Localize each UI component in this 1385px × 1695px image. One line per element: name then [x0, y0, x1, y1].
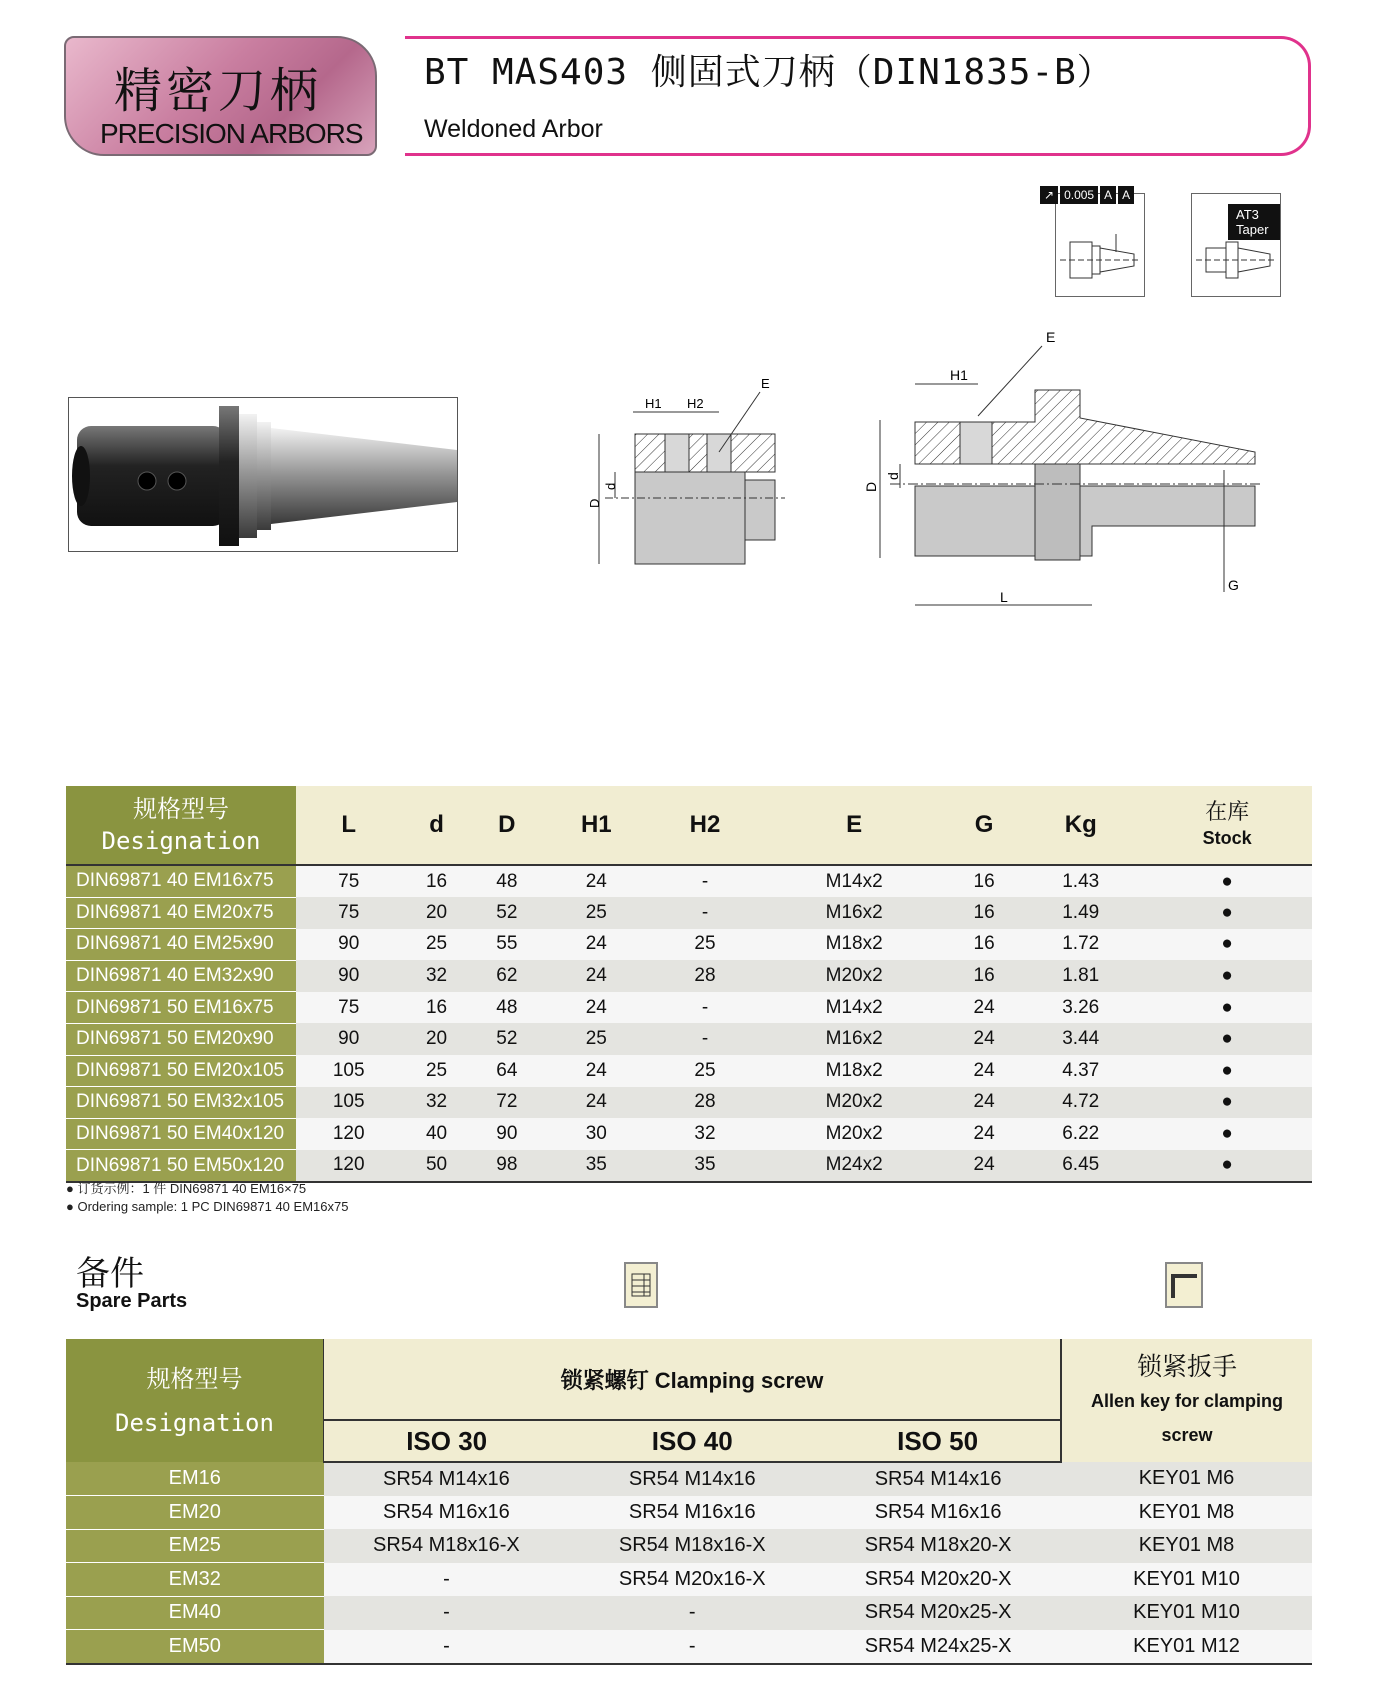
cell-h1: 24	[542, 1087, 651, 1119]
cell-g: 16	[949, 897, 1019, 929]
col-header-G: G	[949, 786, 1019, 865]
cell-l: 75	[296, 897, 401, 929]
cell-l: 90	[296, 1023, 401, 1055]
cell-h1: 24	[542, 960, 651, 992]
cell-stock: ●	[1142, 992, 1312, 1024]
cell-e: M20x2	[759, 1087, 949, 1119]
cell-d: 20	[401, 1023, 471, 1055]
spare-cell-iso40: SR54 M14x16	[569, 1462, 815, 1496]
cell-g: 24	[949, 1023, 1019, 1055]
row-designation: DIN69871 50 EM32x105	[66, 1087, 296, 1119]
table-row	[66, 1055, 1312, 1087]
cell-h2: 35	[651, 1150, 760, 1182]
cell-g: 24	[949, 1055, 1019, 1087]
stock-header-cn: 在库	[1205, 799, 1250, 824]
row-designation: DIN69871 50 EM20x90	[66, 1023, 296, 1055]
cell-kg: 6.45	[1019, 1150, 1142, 1182]
col-header-d: d	[401, 786, 471, 865]
cell-stock: ●	[1142, 929, 1312, 961]
cell-stock: ●	[1142, 1023, 1312, 1055]
cell-e: M14x2	[759, 992, 949, 1024]
cell-d: 98	[472, 1150, 542, 1182]
table-row	[66, 865, 1312, 897]
spare-cell-iso30: -	[324, 1563, 570, 1597]
cell-d: 40	[401, 1118, 471, 1150]
spare-row	[66, 1630, 1312, 1664]
logo-cn-text: 精密刀柄	[114, 63, 323, 119]
allen-key-header-en: Allen key for clamping screw	[1090, 1390, 1284, 1445]
note-cn: ● 订货示例：1 件 DIN69871 40 EM16×75	[66, 1181, 307, 1196]
spare-parts-title-en: Spare Parts	[76, 1290, 188, 1312]
cell-g: 16	[949, 929, 1019, 961]
page-title: BT MAS403 侧固式刀柄（DIN1835-B）	[424, 52, 1114, 93]
cell-h2: 25	[651, 929, 760, 961]
cell-h1: 35	[542, 1150, 651, 1182]
cell-d: 25	[401, 1055, 471, 1087]
cell-g: 24	[949, 1150, 1019, 1182]
cell-d: 16	[401, 865, 471, 897]
spare-cell-iso50: SR54 M20x20-X	[815, 1563, 1061, 1597]
spare-cell-iso50: SR54 M20x25-X	[815, 1596, 1061, 1630]
spare-row	[66, 1596, 1312, 1630]
stock-header	[1142, 786, 1312, 865]
cell-h2: -	[651, 992, 760, 1024]
cell-g: 16	[949, 960, 1019, 992]
datum-marker: A	[1118, 186, 1134, 204]
logo-en-text: PRECISION ARBORS	[100, 118, 363, 149]
datum-label: A	[1100, 186, 1116, 204]
row-designation: DIN69871 50 EM40x120	[66, 1118, 296, 1150]
cell-d: 32	[401, 1087, 471, 1119]
cell-h1: 24	[542, 865, 651, 897]
col-header-H1: H1	[542, 786, 651, 865]
cell-l: 105	[296, 1055, 401, 1087]
clamping-screw-header: 锁紧螺钉 Clamping screw	[324, 1339, 1062, 1420]
cell-h2: 25	[651, 1055, 760, 1087]
spare-row-designation: EM25	[66, 1529, 324, 1563]
row-designation: DIN69871 50 EM50x120	[66, 1150, 296, 1182]
runout-value: 0.005	[1060, 186, 1098, 204]
cell-stock: ●	[1142, 1087, 1312, 1119]
spare-cell-key: KEY01 M10	[1061, 1596, 1312, 1630]
label-d-full: d	[885, 472, 901, 480]
spare-cell-iso30: SR54 M18x16-X	[324, 1529, 570, 1563]
cell-kg: 1.72	[1019, 929, 1142, 961]
label-d: d	[603, 482, 618, 490]
cell-stock: ●	[1142, 897, 1312, 929]
spare-cell-key: KEY01 M12	[1061, 1630, 1312, 1664]
cell-d: 90	[472, 1118, 542, 1150]
table-row	[66, 897, 1312, 929]
runout-symbol-icon: ↗	[1040, 186, 1058, 204]
cell-e: M14x2	[759, 865, 949, 897]
spare-cell-iso50: SR54 M24x25-X	[815, 1630, 1061, 1664]
spare-row	[66, 1529, 1312, 1563]
cell-e: M18x2	[759, 1055, 949, 1087]
cell-g: 16	[949, 865, 1019, 897]
label-D: D	[587, 498, 602, 508]
spare-row	[66, 1563, 1312, 1597]
cell-l: 90	[296, 929, 401, 961]
label-D-full: D	[863, 481, 879, 492]
spare-cell-key: KEY01 M10	[1061, 1563, 1312, 1597]
cell-h1: 24	[542, 992, 651, 1024]
cell-kg: 1.49	[1019, 897, 1142, 929]
col-header-Kg: Kg	[1019, 786, 1142, 865]
iso50-header: ISO 50	[815, 1420, 1061, 1462]
product-photo	[68, 397, 458, 552]
cell-h2: -	[651, 1023, 760, 1055]
cell-h1: 25	[542, 1023, 651, 1055]
cell-d: 52	[472, 897, 542, 929]
spare-row-designation: EM32	[66, 1563, 324, 1597]
iso30-header: ISO 30	[324, 1420, 570, 1462]
page-subtitle: Weldoned Arbor	[424, 115, 603, 143]
cell-l: 75	[296, 865, 401, 897]
designation-header-en: Designation	[101, 827, 261, 855]
col-header-H2: H2	[651, 786, 760, 865]
spare-designation-header-cn: 规格型号	[146, 1364, 243, 1393]
label-g: G	[1228, 577, 1239, 593]
iso40-header: ISO 40	[569, 1420, 815, 1462]
table-row	[66, 992, 1312, 1024]
spare-cell-iso50: SR54 M16x16	[815, 1496, 1061, 1530]
spare-cell-iso40: SR54 M18x16-X	[569, 1529, 815, 1563]
cell-d: 62	[472, 960, 542, 992]
cell-d: 72	[472, 1087, 542, 1119]
spare-cell-iso30: -	[324, 1630, 570, 1664]
cell-d: 55	[472, 929, 542, 961]
clamping-screw-icon	[624, 1262, 658, 1308]
cell-kg: 3.44	[1019, 1023, 1142, 1055]
cell-d: 20	[401, 897, 471, 929]
cell-l: 90	[296, 960, 401, 992]
designation-header	[66, 786, 296, 865]
row-designation: DIN69871 50 EM16x75	[66, 992, 296, 1024]
row-designation: DIN69871 40 EM32x90	[66, 960, 296, 992]
label-h2: H2	[687, 396, 704, 411]
label-h1-full: H1	[950, 367, 968, 383]
col-header-E: E	[759, 786, 949, 865]
col-header-D: D	[472, 786, 542, 865]
taper-tolerance-box	[1191, 193, 1281, 297]
spare-cell-key: KEY01 M8	[1061, 1496, 1312, 1530]
spare-cell-iso30: -	[324, 1596, 570, 1630]
allen-key-header	[1061, 1339, 1312, 1462]
label-e-full: E	[1046, 330, 1056, 345]
spare-cell-iso40: SR54 M16x16	[569, 1496, 815, 1530]
row-designation: DIN69871 50 EM20x105	[66, 1055, 296, 1087]
spare-cell-iso40: SR54 M20x16-X	[569, 1563, 815, 1597]
cell-g: 24	[949, 1087, 1019, 1119]
cell-l: 120	[296, 1150, 401, 1182]
spare-cell-iso50: SR54 M18x20-X	[815, 1529, 1061, 1563]
cell-h2: -	[651, 897, 760, 929]
cell-g: 24	[949, 992, 1019, 1024]
section-drawing-full	[860, 330, 1260, 620]
spare-header-row-1	[66, 1339, 1312, 1420]
cell-kg: 3.26	[1019, 992, 1142, 1024]
spare-row-designation: EM40	[66, 1596, 324, 1630]
spare-row-designation: EM16	[66, 1462, 324, 1496]
cell-g: 24	[949, 1118, 1019, 1150]
row-designation: DIN69871 40 EM16x75	[66, 865, 296, 897]
specification-table	[66, 786, 1312, 1183]
cell-d: 64	[472, 1055, 542, 1087]
allen-key-header-cn: 锁紧扳手	[1136, 1352, 1237, 1381]
spare-designation-header	[66, 1339, 324, 1462]
spare-parts-title-cn: 备件	[76, 1254, 144, 1294]
spare-parts-table	[66, 1339, 1312, 1665]
cell-d: 32	[401, 960, 471, 992]
cell-d: 48	[472, 992, 542, 1024]
cell-d: 50	[401, 1150, 471, 1182]
note-cn-text: 订货示例：1 件 DIN69871 40 EM16×75	[77, 1181, 307, 1196]
label-e: E	[761, 376, 770, 391]
cell-h1: 25	[542, 897, 651, 929]
cell-h2: 32	[651, 1118, 760, 1150]
spare-cell-key: KEY01 M8	[1061, 1529, 1312, 1563]
label-h1: H1	[645, 396, 662, 411]
spare-designation-header-en: Designation	[115, 1408, 274, 1437]
designation-header-cn: 规格型号	[133, 795, 229, 823]
cell-kg: 4.37	[1019, 1055, 1142, 1087]
cell-h1: 24	[542, 929, 651, 961]
spare-cell-key: KEY01 M6	[1061, 1462, 1312, 1496]
cell-h1: 24	[542, 1055, 651, 1087]
cell-e: M18x2	[759, 929, 949, 961]
taper-label: AT3 Taper	[1228, 204, 1280, 240]
cell-kg: 6.22	[1019, 1118, 1142, 1150]
spare-row	[66, 1462, 1312, 1496]
spare-row-designation: EM50	[66, 1630, 324, 1664]
allen-key-icon	[1165, 1262, 1203, 1308]
table-header-row	[66, 786, 1312, 865]
cell-h2: -	[651, 865, 760, 897]
cell-h1: 30	[542, 1118, 651, 1150]
row-designation: DIN69871 40 EM25x90	[66, 929, 296, 961]
cell-e: M24x2	[759, 1150, 949, 1182]
cell-e: M16x2	[759, 1023, 949, 1055]
spare-cell-iso40: -	[569, 1630, 815, 1664]
table-row	[66, 1118, 1312, 1150]
cell-h2: 28	[651, 1087, 760, 1119]
table-row	[66, 1023, 1312, 1055]
cell-stock: ●	[1142, 865, 1312, 897]
cell-e: M20x2	[759, 1118, 949, 1150]
stock-header-en: Stock	[1202, 828, 1252, 848]
cell-l: 120	[296, 1118, 401, 1150]
cell-kg: 1.81	[1019, 960, 1142, 992]
spare-row	[66, 1496, 1312, 1530]
col-header-L: L	[296, 786, 401, 865]
spare-cell-iso30: SR54 M14x16	[324, 1462, 570, 1496]
table-row	[66, 1087, 1312, 1119]
section-drawing-small	[585, 372, 790, 582]
cell-d: 16	[401, 992, 471, 1024]
cell-stock: ●	[1142, 1118, 1312, 1150]
cell-kg: 4.72	[1019, 1087, 1142, 1119]
cell-l: 75	[296, 992, 401, 1024]
ordering-notes	[66, 1180, 348, 1216]
table-row	[66, 960, 1312, 992]
cell-d: 48	[472, 865, 542, 897]
cell-e: M16x2	[759, 897, 949, 929]
spare-cell-iso40: -	[569, 1596, 815, 1630]
runout-tolerance-box	[1044, 188, 1145, 297]
note-en: ● Ordering sample: 1 PC DIN69871 40 EM16x75	[66, 1199, 349, 1214]
cell-h2: 28	[651, 960, 760, 992]
cell-d: 25	[401, 929, 471, 961]
spare-cell-iso30: SR54 M16x16	[324, 1496, 570, 1530]
row-designation: DIN69871 40 EM20x75	[66, 897, 296, 929]
table-row	[66, 929, 1312, 961]
spare-cell-iso50: SR54 M14x16	[815, 1462, 1061, 1496]
precision-arbors-logo	[64, 36, 377, 156]
note-en-text: Ordering sample: 1 PC DIN69871 40 EM16x75	[77, 1199, 349, 1214]
weldon-arbor-image	[69, 398, 457, 551]
runout-diagram-icon	[1056, 194, 1144, 296]
cell-stock: ●	[1142, 1150, 1312, 1182]
cell-stock: ●	[1142, 1055, 1312, 1087]
cell-l: 105	[296, 1087, 401, 1119]
cell-d: 52	[472, 1023, 542, 1055]
label-l: L	[1000, 589, 1008, 605]
cell-e: M20x2	[759, 960, 949, 992]
spare-row-designation: EM20	[66, 1496, 324, 1530]
cell-kg: 1.43	[1019, 865, 1142, 897]
table-row	[66, 1150, 1312, 1182]
cell-stock: ●	[1142, 960, 1312, 992]
